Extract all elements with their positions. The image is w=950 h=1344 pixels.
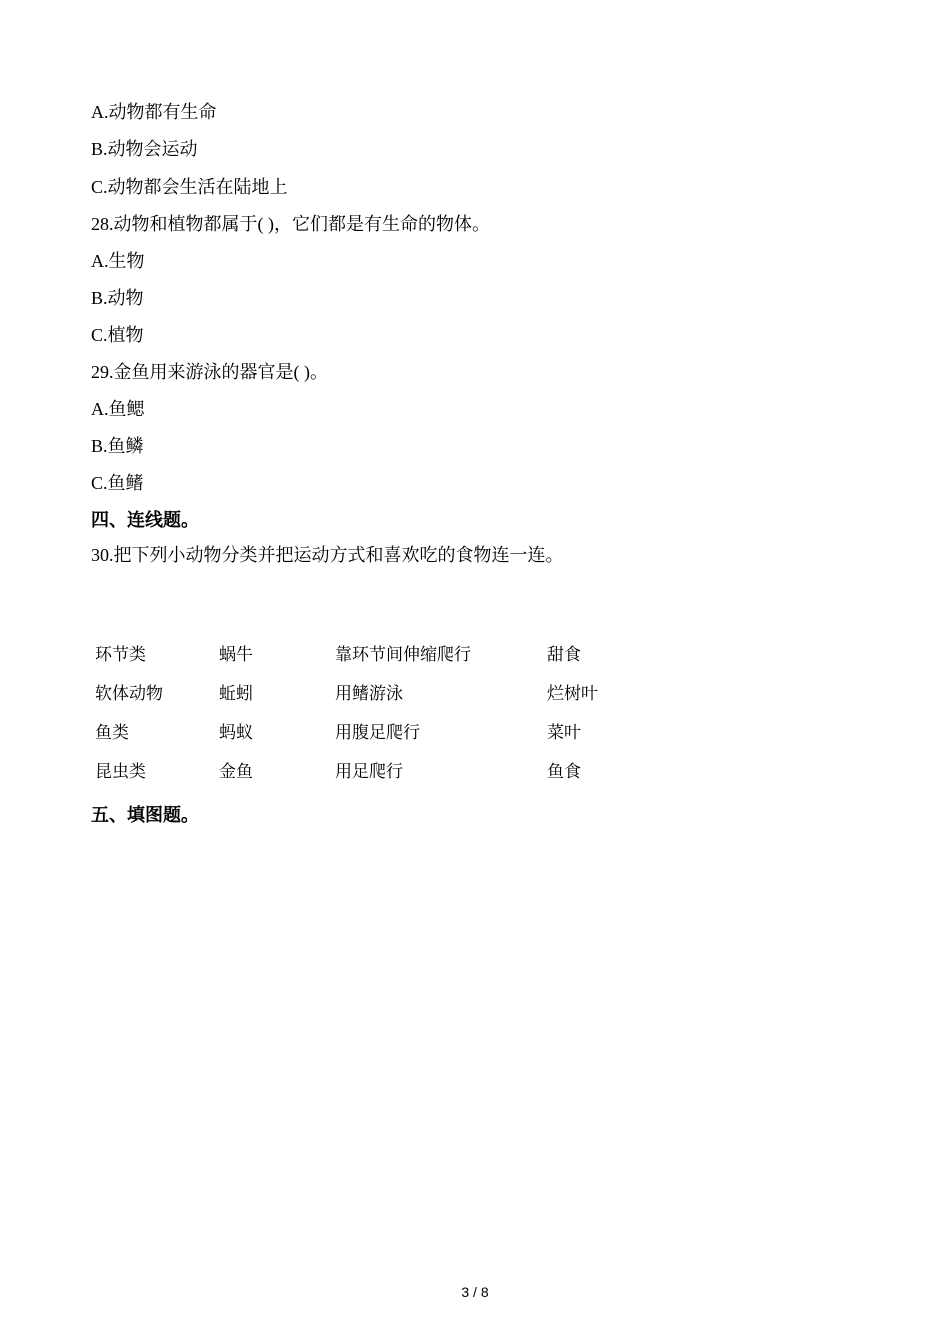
- category-cell: 昆虫类: [95, 762, 146, 782]
- question-line: C.动物都会生活在陆地上: [91, 177, 288, 197]
- page-number: 3 / 8: [461, 1284, 489, 1300]
- animal-cell: 金鱼: [219, 762, 253, 782]
- matching-row: [95, 681, 655, 720]
- question-line: 29.金鱼用来游泳的器官是( )。: [91, 362, 328, 382]
- movement-cell: 用鳍游泳: [335, 684, 403, 704]
- question-line: 30.把下列小动物分类并把运动方式和喜欢吃的食物连一连。: [91, 545, 564, 565]
- question-line: B.鱼鳞: [91, 436, 144, 456]
- food-cell: 甜食: [547, 645, 581, 665]
- animal-cell: 蜗牛: [219, 645, 253, 665]
- food-cell: 菜叶: [547, 723, 581, 743]
- section-heading-fill-diagram: 五、填图题。: [91, 805, 199, 825]
- food-cell: 烂树叶: [547, 684, 598, 704]
- movement-cell: 用足爬行: [335, 762, 403, 782]
- question-line: A.鱼鳃: [91, 399, 145, 419]
- question-line: B.动物会运动: [91, 139, 198, 159]
- movement-cell: 靠环节间伸缩爬行: [335, 645, 471, 665]
- matching-row: [95, 720, 655, 759]
- question-line: A.生物: [91, 251, 145, 271]
- question-line: B.动物: [91, 288, 144, 308]
- animal-cell: 蚯蚓: [219, 684, 253, 704]
- matching-row: [95, 642, 655, 681]
- question-line: C.植物: [91, 325, 144, 345]
- matching-row: [95, 759, 655, 798]
- category-cell: 环节类: [95, 645, 146, 665]
- category-cell: 鱼类: [95, 723, 129, 743]
- question-line: C.鱼鳍: [91, 473, 144, 493]
- movement-cell: 用腹足爬行: [335, 723, 420, 743]
- food-cell: 鱼食: [547, 762, 581, 782]
- category-cell: 软体动物: [95, 684, 163, 704]
- question-line: A.动物都有生命: [91, 102, 217, 122]
- matching-table: [95, 642, 655, 798]
- question-line: 28.动物和植物都属于( )，它们都是有生命的物体。: [91, 214, 490, 234]
- section-heading: 四、连线题。: [91, 510, 199, 530]
- animal-cell: 蚂蚁: [219, 723, 253, 743]
